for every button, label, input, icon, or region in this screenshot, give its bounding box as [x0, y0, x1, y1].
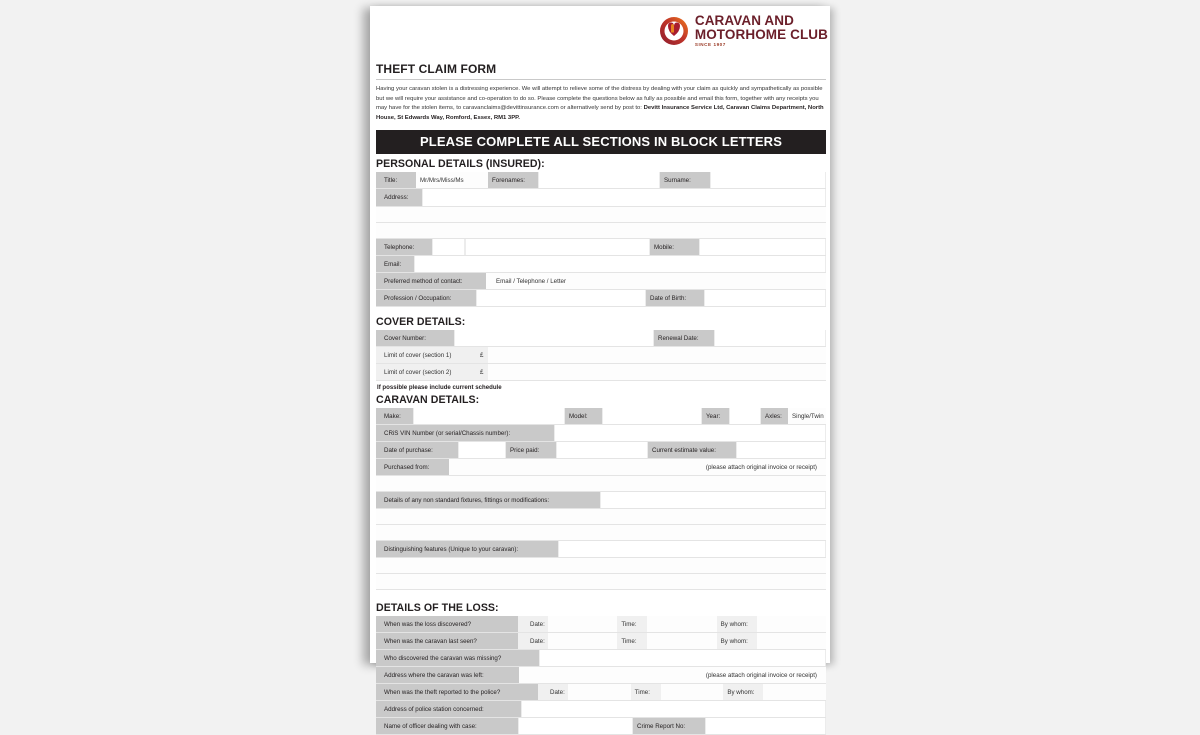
address-left-label: Address where the caravan was left:: [376, 667, 519, 683]
table-row: [376, 541, 826, 558]
logo-line-2: MOTORHOME CLUB: [694, 26, 828, 42]
purchase-date-label: Date of purchase:: [376, 442, 458, 458]
loss-discovered-date-input[interactable]: [548, 616, 617, 632]
limit-section-2-label: Limit of cover (section 2): [384, 368, 452, 376]
fixtures-input-line1[interactable]: [600, 492, 826, 508]
table-row: [376, 408, 826, 425]
reported-bywhom-input[interactable]: [763, 684, 826, 700]
axles-label: Axles:: [761, 408, 788, 424]
vin-label: CRiS VIN Number (or serial/Chassis number):: [376, 425, 554, 441]
table-row: [376, 256, 826, 273]
make-input[interactable]: [413, 408, 565, 424]
lastseen-bywhom-input[interactable]: [757, 633, 826, 649]
loss-discovered-bywhom-label: By whom:: [720, 620, 748, 628]
cover-number-input[interactable]: [454, 330, 654, 346]
price-paid-label: Price paid:: [506, 442, 556, 458]
logo-since-text: SINCE 1907: [694, 41, 726, 47]
table-row: [376, 650, 826, 667]
model-label: Model:: [565, 408, 602, 424]
title-value: Mr/Mrs/Miss/Ms: [420, 176, 464, 184]
loss-attach-note: (please attach original invoice or receipt): [705, 671, 817, 679]
purchase-date-input[interactable]: [458, 442, 506, 458]
forenames-input[interactable]: [538, 172, 660, 188]
table-row: [376, 330, 826, 347]
claim-form-page: [370, 6, 830, 730]
section-heading-loss: DETAILS OF THE LOSS:: [376, 602, 499, 615]
reported-time-label: Time:: [634, 688, 650, 696]
section-heading-cover: COVER DETAILS:: [376, 316, 466, 329]
surname-label: Surname:: [660, 172, 710, 188]
profession-label: Profession / Occupation:: [376, 290, 476, 306]
table-row: [376, 425, 826, 442]
limit-section-2-currency: £: [480, 368, 484, 376]
loss-discovered-bywhom-input[interactable]: [757, 616, 826, 632]
loss-discovered-date-label: Date:: [530, 620, 545, 628]
axles-value[interactable]: Single/Twin: [792, 412, 824, 420]
instruction-banner: PLEASE COMPLETE ALL SECTIONS IN BLOCK LETTERS: [376, 130, 826, 154]
address-input-line3[interactable]: [376, 223, 826, 239]
email-input[interactable]: [414, 256, 826, 272]
preferred-contact-label: Preferred method of contact:: [376, 273, 486, 289]
lastseen-date-label: Date:: [530, 637, 545, 645]
renewal-date-label: Renewal Date:: [654, 330, 714, 346]
table-row: [376, 290, 826, 307]
lastseen-time-label: Time:: [621, 637, 637, 645]
officer-name-input[interactable]: [518, 718, 633, 734]
distinguishing-input-line2[interactable]: [376, 558, 826, 574]
price-paid-input[interactable]: [556, 442, 648, 458]
purchase-attach-note: (please attach original invoice or receipt): [705, 463, 817, 471]
distinguishing-input-line3[interactable]: [376, 574, 826, 590]
reported-date-label: Date:: [550, 688, 565, 696]
dob-label: Date of Birth:: [646, 290, 704, 306]
loss-discovered-time-label: Time:: [621, 620, 637, 628]
lastseen-bywhom-label: By whom:: [720, 637, 748, 645]
brand-logo: [658, 14, 828, 47]
page-header: [374, 12, 828, 48]
who-discovered-label: Who discovered the caravan was missing?: [376, 650, 539, 666]
loss-details-table: [376, 616, 826, 735]
personal-details-table: [376, 172, 826, 307]
officer-name-label: Name of officer dealing with case:: [376, 718, 518, 734]
renewal-date-input[interactable]: [714, 330, 826, 346]
distinguishing-input-line1[interactable]: [558, 541, 826, 557]
table-row: [376, 239, 826, 256]
mobile-label: Mobile:: [650, 239, 699, 255]
fixtures-input-line3[interactable]: [376, 525, 826, 541]
table-row: [376, 172, 826, 189]
section-heading-personal: PERSONAL DETAILS (INSURED):: [376, 158, 545, 171]
make-label: Make:: [376, 408, 413, 424]
reported-time-input[interactable]: [661, 684, 724, 700]
page-title: THEFT CLAIM FORM: [376, 62, 497, 76]
year-label: Year:: [702, 408, 729, 424]
table-row: [376, 347, 826, 364]
logo-line-1: CARAVAN AND: [694, 13, 794, 28]
profession-input[interactable]: [476, 290, 646, 306]
table-row: [376, 616, 826, 633]
purchased-from-label: Purchased from:: [376, 459, 449, 475]
dob-input[interactable]: [704, 290, 826, 306]
table-row: [376, 633, 826, 650]
police-station-input[interactable]: [521, 701, 826, 717]
reported-police-label: When was the theft reported to the police?: [376, 684, 538, 700]
preferred-contact-value[interactable]: Email / Telephone / Letter: [496, 277, 567, 285]
loss-discovered-label: When was the loss discovered?: [376, 616, 518, 632]
table-row: [376, 492, 826, 509]
cover-details-table: [376, 330, 826, 381]
vin-input[interactable]: [554, 425, 826, 441]
intro-address: Devitt Insurance Service Ltd, Caravan Claims Department, North House, St Edwards Way, Romford, Essex, RM1 3PP.: [376, 105, 824, 121]
telephone-prefix[interactable]: [432, 239, 465, 255]
table-row: [376, 684, 826, 701]
mobile-input[interactable]: [699, 239, 826, 255]
cover-number-label: Cover Number:: [376, 330, 454, 346]
caravan-lastseen-label: When was the caravan last seen?: [376, 633, 518, 649]
section-heading-caravan: CARAVAN DETAILS:: [376, 394, 480, 407]
who-discovered-input[interactable]: [539, 650, 826, 666]
current-value-input[interactable]: [736, 442, 826, 458]
year-input[interactable]: [729, 408, 761, 424]
lastseen-date-input[interactable]: [548, 633, 617, 649]
schedule-note: If possible please include current schedule: [377, 384, 502, 392]
limit-section-1-label: Limit of cover (section 1): [384, 351, 452, 359]
table-row: [376, 667, 826, 684]
forenames-label: Forenames:: [488, 172, 538, 188]
telephone-input[interactable]: [465, 239, 650, 255]
limit-section-1-currency: £: [480, 351, 484, 359]
table-row: [376, 189, 826, 207]
table-row: [376, 273, 826, 290]
table-row: [376, 718, 826, 735]
current-value-label: Current estimate value:: [648, 442, 736, 458]
table-row: [376, 701, 826, 718]
reported-date-input[interactable]: [568, 684, 631, 700]
intro-text: Having your caravan stolen is a distressing experience. We will attempt to relieve some of the distress by dealing with your claim as quickly and sympathetically as possible but we will require your assistance and co-operation to do so. Please complete the questions below as fully as possible and email this form, together with any receipts you may have for the stolen items, to caravanclaims@devittinsurance.com or alternatively send by post to:: [376, 86, 823, 112]
purchased-from-input[interactable]: [376, 476, 826, 492]
limit-section-1-input[interactable]: [488, 347, 826, 363]
table-row: [376, 364, 826, 381]
address-label: Address:: [376, 189, 422, 206]
police-station-label: Address of police station concerned:: [376, 701, 521, 717]
distinguishing-label: Distinguishing features (Unique to your caravan):: [376, 541, 558, 557]
surname-input[interactable]: [710, 172, 826, 188]
crime-report-label: Crime Report No:: [633, 718, 705, 734]
lastseen-time-input[interactable]: [647, 633, 716, 649]
crime-report-input[interactable]: [705, 718, 826, 734]
title-label: Title:: [376, 172, 416, 188]
email-label: Email:: [376, 256, 414, 272]
table-row: [376, 459, 826, 476]
address-input-line2[interactable]: [376, 207, 826, 223]
reported-bywhom-label: By whom:: [727, 688, 755, 696]
caravan-details-table: [376, 408, 826, 590]
table-row: [376, 442, 826, 459]
fixtures-label: Details of any non standard fixtures, fittings or modifications:: [376, 492, 600, 508]
fixtures-input-line2[interactable]: [376, 509, 826, 525]
model-input[interactable]: [602, 408, 702, 424]
loss-discovered-time-input[interactable]: [647, 616, 716, 632]
limit-section-2-input[interactable]: [488, 364, 826, 380]
caravan-club-m-monogram-icon: [658, 15, 690, 47]
address-input-line1[interactable]: [422, 189, 826, 206]
telephone-label: Telephone:: [376, 239, 432, 255]
title-divider: [376, 79, 826, 80]
intro-paragraph: [376, 85, 826, 123]
